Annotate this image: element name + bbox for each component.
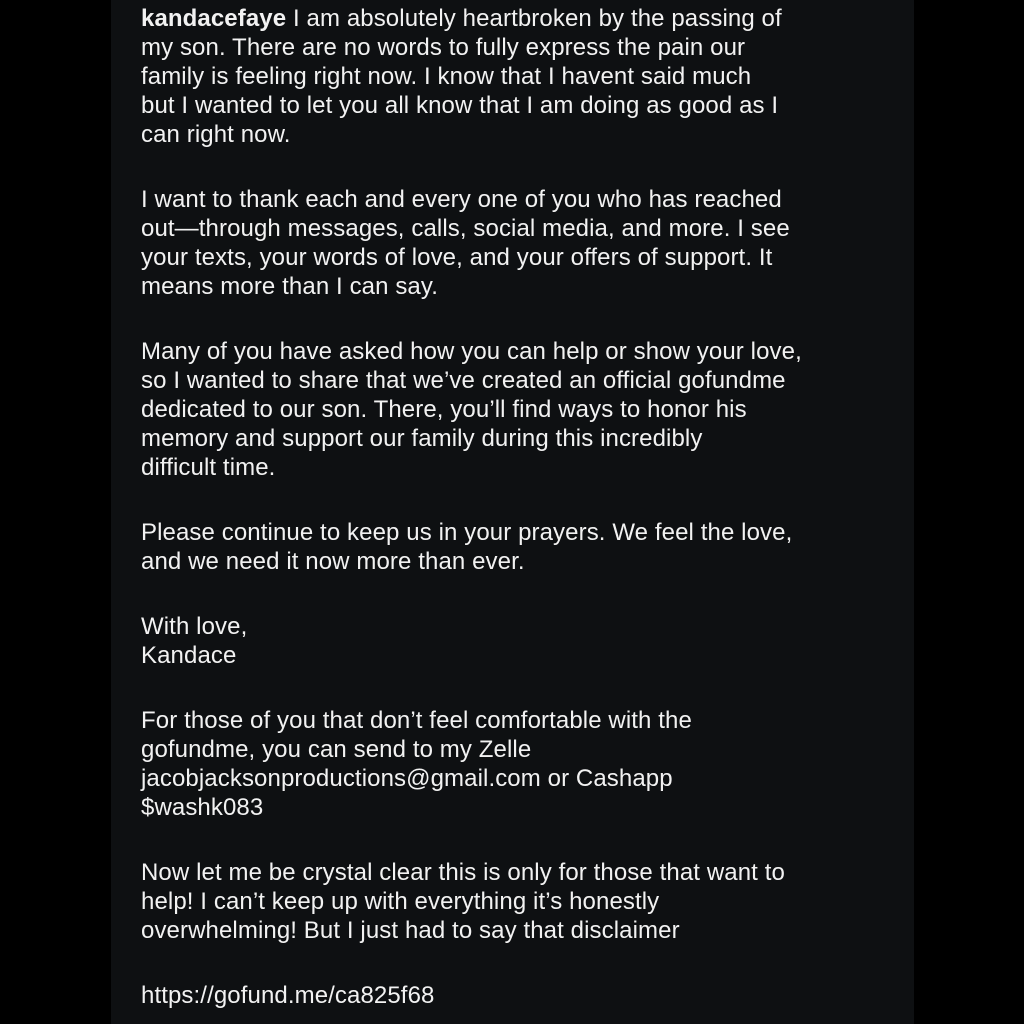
caption-paragraph-signoff	[141, 612, 901, 670]
caption-line: but I wanted to let you all know that I am doing as good as I	[141, 92, 779, 119]
caption-paragraph-2	[141, 185, 901, 301]
caption-line: Many of you have asked how you can help or show your love,	[141, 338, 802, 365]
caption-line: out—through messages, calls, social media, and more. I see	[141, 215, 790, 242]
caption-paragraph-4	[141, 518, 901, 576]
caption-line-text: I am absolutely heartbroken by the passing of	[286, 5, 782, 32]
caption-line: Kandace	[141, 642, 237, 669]
caption-paragraph-disclaimer	[141, 858, 901, 945]
caption-line: gofundme, you can send to my Zelle	[141, 736, 532, 763]
caption-line: family is feeling right now. I know that I havent said much	[141, 63, 752, 90]
caption-line: With love,	[141, 613, 248, 640]
caption-line: help! I can’t keep up with everything it’s honestly	[141, 888, 660, 915]
caption-paragraph-link	[141, 981, 901, 1010]
caption-line: my son. There are no words to fully express the pain our	[141, 34, 746, 61]
caption-line: dedicated to our son. There, you’ll find ways to honor his	[141, 396, 747, 423]
email-link[interactable]: jacobjacksonproductions@gmail.com or Cashapp	[141, 765, 673, 792]
caption-paragraph-payment	[141, 706, 901, 822]
caption-line: For those of you that don’t feel comfortable with the	[141, 707, 692, 734]
post-caption	[141, 4, 901, 1024]
caption-line	[141, 4, 901, 33]
caption-line: difficult time.	[141, 454, 276, 481]
caption-line: can right now.	[141, 121, 291, 148]
caption-line: your texts, your words of love, and your offers of support. It	[141, 244, 773, 271]
cashapp-handle[interactable]: $washk083	[141, 794, 264, 821]
username-link[interactable]: kandacefaye	[141, 5, 287, 32]
caption-line: and we need it now more than ever.	[141, 548, 525, 575]
caption-line: Please continue to keep us in your prayers. We feel the love,	[141, 519, 793, 546]
caption-paragraph-1	[141, 4, 901, 149]
caption-line: memory and support our family during this incredibly	[141, 425, 703, 452]
caption-line: so I wanted to share that we’ve created an official gofundme	[141, 367, 786, 394]
caption-line: overwhelming! But I just had to say that disclaimer	[141, 917, 680, 944]
caption-line: means more than I can say.	[141, 273, 438, 300]
caption-line: I want to thank each and every one of you who has reached	[141, 186, 782, 213]
caption-line: Now let me be crystal clear this is only for those that want to	[141, 859, 785, 886]
gofundme-link[interactable]: https://gofund.me/ca825f68	[141, 982, 435, 1009]
caption-paragraph-3	[141, 337, 901, 482]
